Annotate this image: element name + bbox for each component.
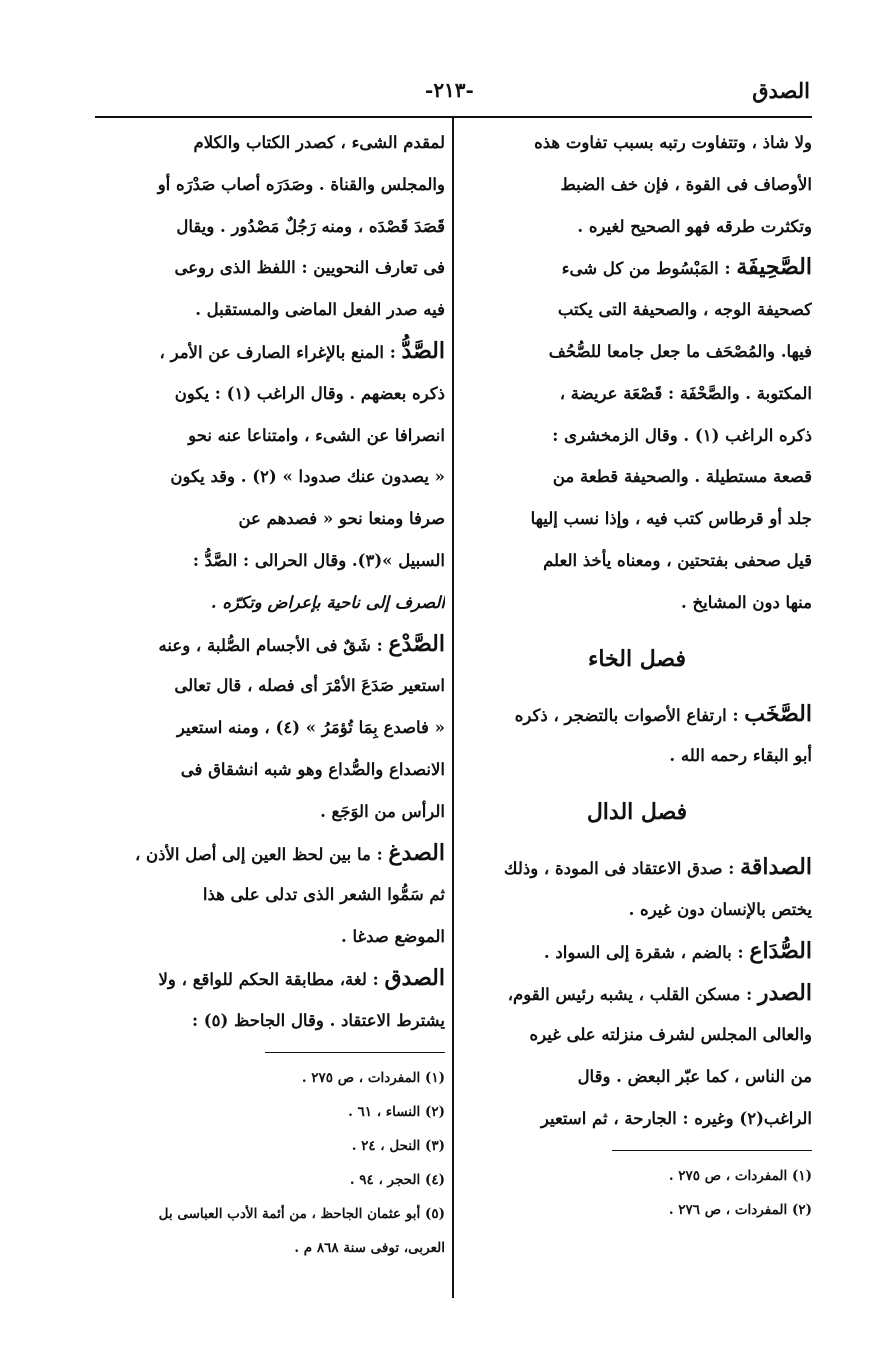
- entry-text: : المنع بالإغراء الصارف عن الأمر ،: [159, 342, 396, 362]
- text-line: قَصَدَ قَصْدَه ، ومنه رَجُلٌ مَصْدُور . ويقال: [176, 216, 445, 236]
- entry-headword: الصَّدُّ: [401, 337, 445, 364]
- footnote-rule: [265, 1052, 445, 1053]
- text-line: ذكره بعضهم . وقال الراغب (١) : يكون: [174, 383, 445, 403]
- entry-headword: الصَّحِيفَة: [736, 254, 812, 281]
- entry-sudgh: [95, 833, 445, 875]
- footnote: (٥) أبو عثمان الجاحظ ، من أئمة الأدب العباسى بل: [158, 1205, 445, 1222]
- text-line: فيها. والمُصْحَف ما جعل جامعا للصُّحُف: [548, 341, 812, 361]
- text-line: والمجلس والقناة . وصَدَرَه أصاب صَدْرَه أو: [157, 174, 445, 194]
- left-column: [95, 122, 445, 1265]
- text-line: الأوصاف فى القوة ، فإن خف الضبط: [560, 174, 812, 194]
- entry-text: : المَبْسُوط من كل شىء: [561, 259, 731, 279]
- entry-text: : ارتفاع الأصوات بالتضجر ، ذكره: [514, 705, 739, 725]
- text-line: يختص بالإنسان دون غيره .: [628, 899, 812, 919]
- entry-headword: الصَّخَب: [744, 700, 812, 727]
- text-line: السبيل »(٣). وقال الحرالى : الصَّدُّ :: [192, 550, 445, 570]
- footnote: العربى، توفى سنة ٨٦٨ م .: [294, 1239, 445, 1256]
- page-header: [95, 78, 810, 118]
- entry-text: : شَقٌ فى الأجسام الصُّلبة ، وعنه: [158, 635, 383, 655]
- text-line: قيل صحفى بفتحتين ، ومعناه يأخذ العلم: [543, 550, 812, 570]
- text-line: فيه صدر الفعل الماضى والمستقبل .: [195, 300, 445, 320]
- entry-text: : بالضم ، شقرة إلى السواد .: [543, 942, 744, 962]
- text-line: جلد أو قرطاس كتب فيه ، وإذا نسب إليها: [530, 509, 812, 529]
- entry-sakhab: [462, 694, 812, 736]
- text-line: المكتوبة . والصَّحْفَة : قَصْعَة عريضة ،: [559, 383, 812, 403]
- column-divider: [452, 118, 454, 1298]
- footnote: (١) المفردات ، ص ٢٧٥ .: [301, 1069, 445, 1086]
- text-line: الرأس من الوَجَع .: [320, 801, 445, 821]
- section-heading-dal: فصل الدال: [586, 799, 688, 826]
- entry-headword: الصدغ: [388, 839, 445, 866]
- entry-sudaa: [462, 931, 812, 973]
- text-line: والعالى المجلس لشرف منزلته على غيره: [529, 1025, 812, 1045]
- text-line: يشترط الاعتقاد . وقال الجاحظ (٥) :: [191, 1010, 445, 1030]
- entry-sad: [95, 624, 445, 666]
- entry-sahifa: [462, 247, 812, 289]
- text-line: من الناس ، كما عبّر البعض . وقال: [577, 1067, 812, 1087]
- text-line: ولا شاذ ، وتتفاوت رتبه بسبب تفاوت هذه: [534, 133, 812, 152]
- footnote: (١) المفردات ، ص ٢٧٥ .: [668, 1167, 812, 1184]
- text-line: الموضع صدغا .: [340, 927, 445, 947]
- text-line: الانصداع والصُّداع وهو شبه انشقاق فى: [180, 759, 445, 779]
- text-line: أبو البقاء رحمه الله .: [669, 746, 812, 766]
- text-line: الراغب(٢) وغيره : الجارحة ، ثم استعير: [540, 1108, 812, 1128]
- text-line: وتكثرت طرقه فهو الصحيح لغيره .: [577, 216, 812, 236]
- running-head-word: الصدق: [752, 78, 810, 103]
- footnote: (٤) الحجر ، ٩٤ .: [349, 1171, 445, 1188]
- text-line: ثم سَمُّوا الشعر الذى تدلى على هذا: [202, 885, 445, 905]
- entry-headword: الصداقة: [740, 854, 812, 881]
- entry-text: : صدق الاعتقاد فى المودة ، وذلك: [503, 859, 735, 879]
- text-line: انصرافا عن الشىء ، وامتناعا عنه نحو: [188, 425, 445, 445]
- text-line: لمقدم الشىء ، كصدر الكتاب والكلام: [193, 133, 445, 152]
- entry-text: : لغة، مطابقة الحكم للواقع ، ولا: [158, 969, 379, 989]
- entry-headword: الصدر: [757, 979, 812, 1006]
- entry-sidq: [95, 958, 445, 1000]
- entry-headword: الصَّدْع: [388, 630, 445, 657]
- text-line: « يصدون عنك صدودا » (٢) . وقد يكون: [170, 467, 445, 487]
- footnote: (٣) النحل ، ٢٤ .: [351, 1137, 445, 1154]
- text-line: صرفا ومنعا نحو « فصدهم عن: [238, 509, 445, 529]
- footnote: (٢) النساء ، ٦١ .: [348, 1103, 445, 1120]
- entry-headword: الصدق: [384, 964, 445, 991]
- text-line: استعير صَدَعَ الأمْرَ أى فصله ، قال تعالى: [174, 676, 445, 696]
- text-line: كصحيفة الوجه ، والصحيفة التى يكتب: [557, 300, 812, 320]
- text-line: منها دون المشايخ .: [680, 592, 812, 612]
- entry-sadaqa: [462, 847, 812, 889]
- text-line-italic: الصرف إلى ناحية بإعراض وتكرّه .: [210, 592, 445, 612]
- right-column: [462, 122, 812, 1227]
- entry-text: : مسكن القلب ، يشبه رئيس القوم،: [507, 984, 753, 1004]
- page-number: -٢١٣-: [425, 78, 474, 102]
- text-line: فى تعارف النحويين : اللفظ الذى روعى: [174, 258, 445, 278]
- text-line: ذكره الراغب (١) . وقال الزمخشرى :: [552, 425, 812, 445]
- footnote-rule: [612, 1150, 812, 1151]
- text-line: « فاصدع بِمَا تُؤمَرُ » (٤) ، ومنه استعير: [176, 718, 445, 738]
- text-line: قصعة مستطيلة . والصحيفة قطعة من: [552, 467, 812, 487]
- entry-sadd: [95, 331, 445, 373]
- entry-headword: الصُّدَاع: [749, 937, 812, 964]
- section-heading-kha: فصل الخاء: [588, 645, 686, 672]
- entry-sadr: [462, 973, 812, 1015]
- entry-text: : ما بين لحظ العين إلى أصل الأذن ،: [134, 844, 383, 864]
- footnote: (٢) المفردات ، ص ٢٧٦ .: [668, 1201, 812, 1218]
